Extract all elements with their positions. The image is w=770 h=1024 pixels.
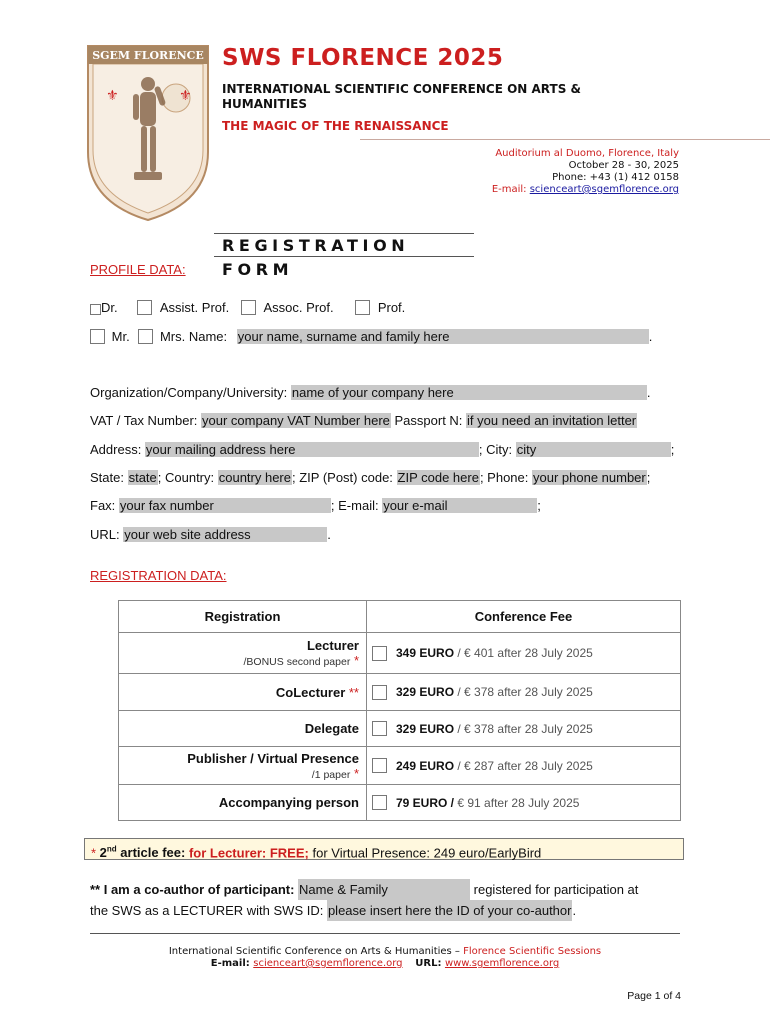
country-label: ; Country: [157,470,218,485]
url-row: URL: your web site address . [90,527,331,542]
prof-checkbox[interactable] [355,300,370,315]
city-label: ; City: [478,442,516,457]
coauthor-registered-text: registered for participation at [470,882,639,897]
registration-star: * [350,765,359,781]
phone-label: ; Phone: [479,470,532,485]
page-number: Page 1 of 4 [627,990,681,1002]
registration-star: * [350,653,359,668]
address-label: Address: [90,442,145,457]
footer-line2: E-mail: scienceart@sgemflorence.org URL: www.sgemflorence.org [210,958,560,969]
profile-section-label: PROFILE DATA: [90,262,186,277]
table-row [119,747,681,785]
mr-label: Mr. [111,329,130,344]
state-label: State: [90,470,128,485]
header-divider [360,139,770,140]
footer-url-link[interactable]: www.sgemflorence.org [444,958,560,969]
colecturer-checkbox[interactable] [372,685,387,700]
zip-field[interactable]: ZIP code here [397,470,479,485]
footer-line1: International Scientific Conference on Arts & Humanities – Florence Scientific Sessions [168,946,602,957]
registration-star: ** [345,684,359,700]
fee-amount: 79 EURO / [396,795,455,810]
registration-type: Publisher / Virtual Presence [187,750,359,766]
registration-note: /1 paper [311,768,351,781]
url-label: URL: [90,527,124,542]
fee-amount: 249 EURO [396,758,455,773]
registration-type: Accompanying person [218,795,359,810]
fee-late: / € 287 after 28 July 2025 [454,758,593,773]
email-label: ; E-mail: [330,498,383,513]
assist-prof-label: Assist. Prof. [159,300,230,315]
dr-label: Dr. [101,300,118,315]
fax-row: Fax: your fax number ; E-mail: your e-mail ; [90,498,541,513]
table-row [119,785,681,821]
svg-text:⚜: ⚜ [106,88,119,104]
fee-late: / € 378 after 28 July 2025 [454,721,593,736]
form-title: REGISTRATION FORM [214,233,474,257]
footer-sessions: Florence Scientific Sessions [463,946,602,957]
mrs-checkbox[interactable] [138,329,153,344]
registration-type: Lecturer [306,638,359,653]
contact-email-label: E-mail: [491,184,530,195]
registration-note: /BONUS second paper [243,656,351,668]
prof-label: Prof. [377,300,406,315]
contact-email-link[interactable]: scienceart@sgemflorence.org [529,184,679,195]
registration-section-label: REGISTRATION DATA: [90,568,227,583]
vat-row [90,413,637,428]
fee-amount: 349 EURO [396,646,455,660]
venue: Auditorium al Duomo, Florence, Italy [495,148,679,159]
vat-field[interactable]: your company VAT Number here [202,413,390,428]
lecturer-free-text: for Lecturer: FREE; [188,845,309,861]
passport-label: Passport N: [390,413,467,428]
accompanying-checkbox[interactable] [372,795,387,810]
fax-field[interactable]: your fax number [119,498,331,513]
registration-type: CoLecturer [275,684,346,700]
email-field[interactable]: your e-mail [382,498,537,513]
coauthor-id-label: the SWS as a LECTURER with SWS ID: [90,903,327,918]
fee-late: / € 401 after 28 July 2025 [454,646,593,660]
coauthor-block: ** I am a co-author of participant: Name & Family registered for participation at the SWS as a LECTURER with SWS ID: please insert here the ID of your co-author. [90,879,638,921]
title-options-row2: Mr. Mrs. Name: your name, surname and family here . [90,329,652,344]
conference-logo [84,42,212,222]
table-row [119,674,681,711]
contact-phone: Phone: +43 (1) 412 0158 [552,172,679,183]
virtual-fee-text: for Virtual Presence: 249 euro/EarlyBird [308,845,542,861]
organization-field[interactable]: name of your company here [291,385,647,400]
title-options-row1 [90,300,405,315]
state-field[interactable]: state [128,470,157,485]
note-star: * [91,845,100,861]
fee-column-header: Conference Fee [367,601,681,633]
address-row: Address: your mailing address here ; City: city ; [90,442,675,457]
footer-divider [90,933,680,934]
name-field[interactable]: your name, surname and family here [237,329,649,344]
table-row [119,633,681,674]
article-fee-note: * 2nd article fee: for Lecturer: FREE; for Virtual Presence: 249 euro/EarlyBird [84,838,684,860]
registration-type: Delegate [304,721,359,736]
footer-email-link[interactable]: scienceart@sgemflorence.org [253,958,403,969]
registration-table [118,600,681,821]
conference-title: SWS FLORENCE 2025 [222,45,504,71]
publisher-checkbox[interactable] [372,758,387,773]
zip-label: ; ZIP (Post) code: [292,470,397,485]
fee-amount: 329 EURO [396,685,455,699]
dr-checkbox[interactable] [90,304,101,315]
fax-label: Fax: [90,498,119,513]
fee-late: € 91 after 28 July 2025 [454,795,580,810]
vat-label: VAT / Tax Number: [90,413,202,428]
delegate-checkbox[interactable] [372,721,387,736]
coauthor-id-field[interactable]: please insert here the ID of your co-author [327,900,573,921]
mrs-name-label: Mrs. Name: [159,329,228,344]
coauthor-name-field[interactable]: Name & Family [298,879,470,900]
state-row: State: state; Country: country here; ZIP (Post) code: ZIP code here; Phone: your phone number; [90,470,651,485]
city-field[interactable]: city [516,442,671,457]
table-row [119,711,681,747]
assist-prof-checkbox[interactable] [137,300,152,315]
assoc-prof-checkbox[interactable] [241,300,256,315]
coauthor-label: ** I am a co-author of participant: [90,882,299,897]
address-field[interactable]: your mailing address here [145,442,479,457]
conference-tagline: THE MAGIC OF THE RENAISSANCE [222,119,449,133]
organization-label: Organization/Company/University: [90,385,291,400]
lecturer-checkbox[interactable] [372,646,387,661]
conference-subtitle: INTERNATIONAL SCIENTIFIC CONFERENCE ON ARTS & HUMANITIES [222,82,581,111]
organization-row: Organization/Company/University: name of your company here . [90,385,651,400]
logo-lettering: SGEM FLORENCE [92,49,204,62]
fee-amount: 329 EURO [396,721,455,736]
country-field[interactable]: country here [218,470,291,485]
svg-text:⚜: ⚜ [179,88,192,104]
passport-field[interactable]: if you need an invitation letter [467,413,637,428]
conference-dates: October 28 - 30, 2025 [568,160,679,171]
registration-column-header: Registration [119,601,367,633]
phone-field[interactable]: your phone number [533,470,646,485]
mr-checkbox[interactable] [90,329,105,344]
contact-block [492,148,679,196]
fee-late: / € 378 after 28 July 2025 [454,685,593,699]
url-field[interactable]: your web site address [123,527,327,542]
assoc-prof-label: Assoc. Prof. [263,300,334,315]
